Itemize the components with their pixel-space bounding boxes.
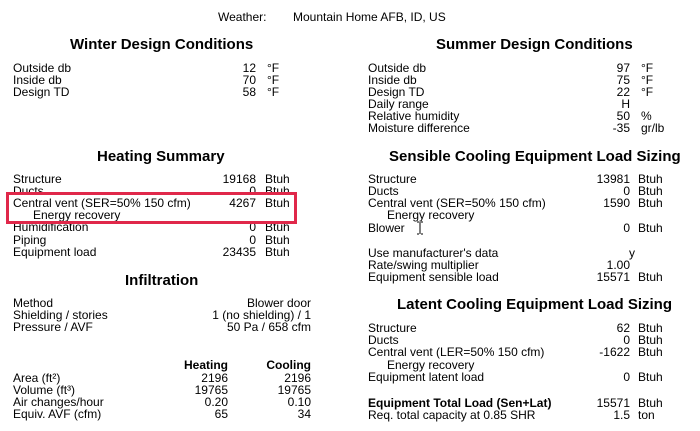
summer-label: Daily range [368,97,429,111]
total-load-unit: Btuh [638,396,663,410]
text-cursor-icon [416,221,424,235]
sensible-unit: Btuh [638,184,663,198]
req-capacity-unit: ton [638,408,655,422]
latent-value: -1622 [599,345,630,359]
infiltration-label: Shielding / stories [13,308,108,322]
winter-title: Winter Design Conditions [70,36,254,53]
infiltration-title: Infiltration [125,272,199,289]
sensible-unit: Btuh [638,270,663,284]
sensible-label: Ducts [368,184,399,198]
latent-title: Latent Cooling Equipment Load Sizing [397,296,672,313]
winter-value: 12 [242,61,256,75]
heating-value: 23435 [222,245,256,259]
heating-unit: Btuh [265,220,290,234]
sensible-value: 1590 [603,196,630,210]
latent-value: 0 [623,333,630,347]
summer-unit: gr/lb [641,121,665,135]
summer-title: Summer Design Conditions [436,36,633,53]
weather-label: Weather: [218,10,267,24]
latent-label: Structure [368,321,417,335]
heating-unit: Btuh [265,172,290,186]
table-row-heating: 65 [214,407,228,421]
heating-unit: Btuh [265,245,290,259]
winter-label: Outside db [13,61,72,75]
heating-value: 0 [249,233,256,247]
sensible-label: Central vent (SER=50% 150 cfm) [368,196,546,210]
sensible-label: Energy recovery [387,208,475,222]
sensible-unit: Btuh [638,221,663,235]
heating-unit: Btuh [265,233,290,247]
winter-label: Design TD [13,85,70,99]
infiltration-value: 1 (no shielding) / 1 [212,308,311,322]
sensible-value: y [629,246,635,260]
latent-unit: Btuh [638,321,663,335]
summer-value: H [621,97,630,111]
table-row-label: Area (ft²) [13,371,61,385]
winter-label: Inside db [13,73,62,87]
table-row-label: Air changes/hour [13,395,104,409]
heating-unit: Btuh [265,184,290,198]
winter-unit: °F [267,85,280,99]
highlight-box [6,192,297,224]
heating-label: Energy recovery [33,208,121,222]
heating-title: Heating Summary [97,148,225,165]
summer-value: 50 [616,109,630,123]
table-row-heating: 2196 [201,371,228,385]
sensible-value: 15571 [596,270,630,284]
table-row-cooling: 19765 [277,383,311,397]
heating-value: 19168 [222,172,256,186]
total-load-value: 15571 [596,396,630,410]
table-row-cooling: 34 [297,407,311,421]
sensible-label: Equipment sensible load [368,270,499,284]
latent-label: Ducts [368,333,399,347]
req-capacity-value: 1.5 [613,408,630,422]
latent-unit: Btuh [638,345,663,359]
weather-location: Mountain Home AFB, ID, US [293,10,446,24]
sensible-value: 13981 [596,172,630,186]
winter-unit: °F [267,61,280,75]
summer-value: 22 [616,85,630,99]
latent-value: 0 [623,370,630,384]
table-row-cooling: 0.10 [287,395,311,409]
summer-unit: °F [641,85,654,99]
heating-label: Structure [13,172,62,186]
winter-value: 70 [242,73,256,87]
summer-unit: °F [641,73,654,87]
heating-value: 0 [249,184,256,198]
table-row-heating: 0.20 [204,395,228,409]
latent-label: Energy recovery [387,358,475,372]
heating-unit: Btuh [265,196,290,210]
table-row-cooling: 2196 [284,371,311,385]
summer-label: Design TD [368,85,425,99]
latent-value: 62 [616,321,630,335]
summer-label: Relative humidity [368,109,460,123]
heating-value: 4267 [229,196,256,210]
sensible-value: 0 [623,184,630,198]
heating-label: Ducts [13,184,44,198]
heating-label: Equipment load [13,245,97,259]
col-heating-header: Heating [183,358,228,372]
winter-value: 58 [242,85,256,99]
total-load-label: Equipment Total Load (Sen+Lat) [368,396,552,410]
summer-value: 97 [616,61,630,75]
table-row-label: Equiv. AVF (cfm) [13,407,102,421]
sensible-label: Blower [368,221,405,235]
summer-unit: °F [641,61,654,75]
latent-unit: Btuh [638,370,663,384]
latent-label: Equipment latent load [368,370,485,384]
heating-label: Central vent (SER=50% 150 cfm) [13,196,191,210]
summer-unit: % [641,109,652,123]
summer-label: Moisture difference [368,121,470,135]
sensible-unit: Btuh [638,196,663,210]
req-capacity-label: Req. total capacity at 0.85 SHR [368,408,536,422]
latent-label: Central vent (LER=50% 150 cfm) [368,345,545,359]
sensible-title: Sensible Cooling Equipment Load Sizing [389,148,681,165]
table-row-heating: 19765 [194,383,228,397]
summer-value: 75 [616,73,630,87]
infiltration-value: Blower door [246,296,311,310]
summer-label: Inside db [368,73,417,87]
infiltration-label: Pressure / AVF [13,320,93,334]
heating-value: 0 [249,220,256,234]
sensible-label: Use manufacturer's data [368,246,499,260]
infiltration-label: Method [13,296,54,310]
sensible-value: 1.00 [606,258,630,272]
sensible-value: 0 [623,221,630,235]
col-cooling-header: Cooling [266,358,311,372]
summer-value: -35 [612,121,630,135]
sensible-label: Structure [368,172,417,186]
summer-label: Outside db [368,61,427,75]
table-row-label: Volume (ft³) [13,383,76,397]
heating-label: Humidification [13,220,89,234]
infiltration-value: 50 Pa / 658 cfm [226,320,311,334]
heating-label: Piping [13,233,47,247]
sensible-label: Rate/swing multiplier [368,258,479,272]
winter-unit: °F [267,73,280,87]
sensible-unit: Btuh [638,172,663,186]
latent-unit: Btuh [638,333,663,347]
